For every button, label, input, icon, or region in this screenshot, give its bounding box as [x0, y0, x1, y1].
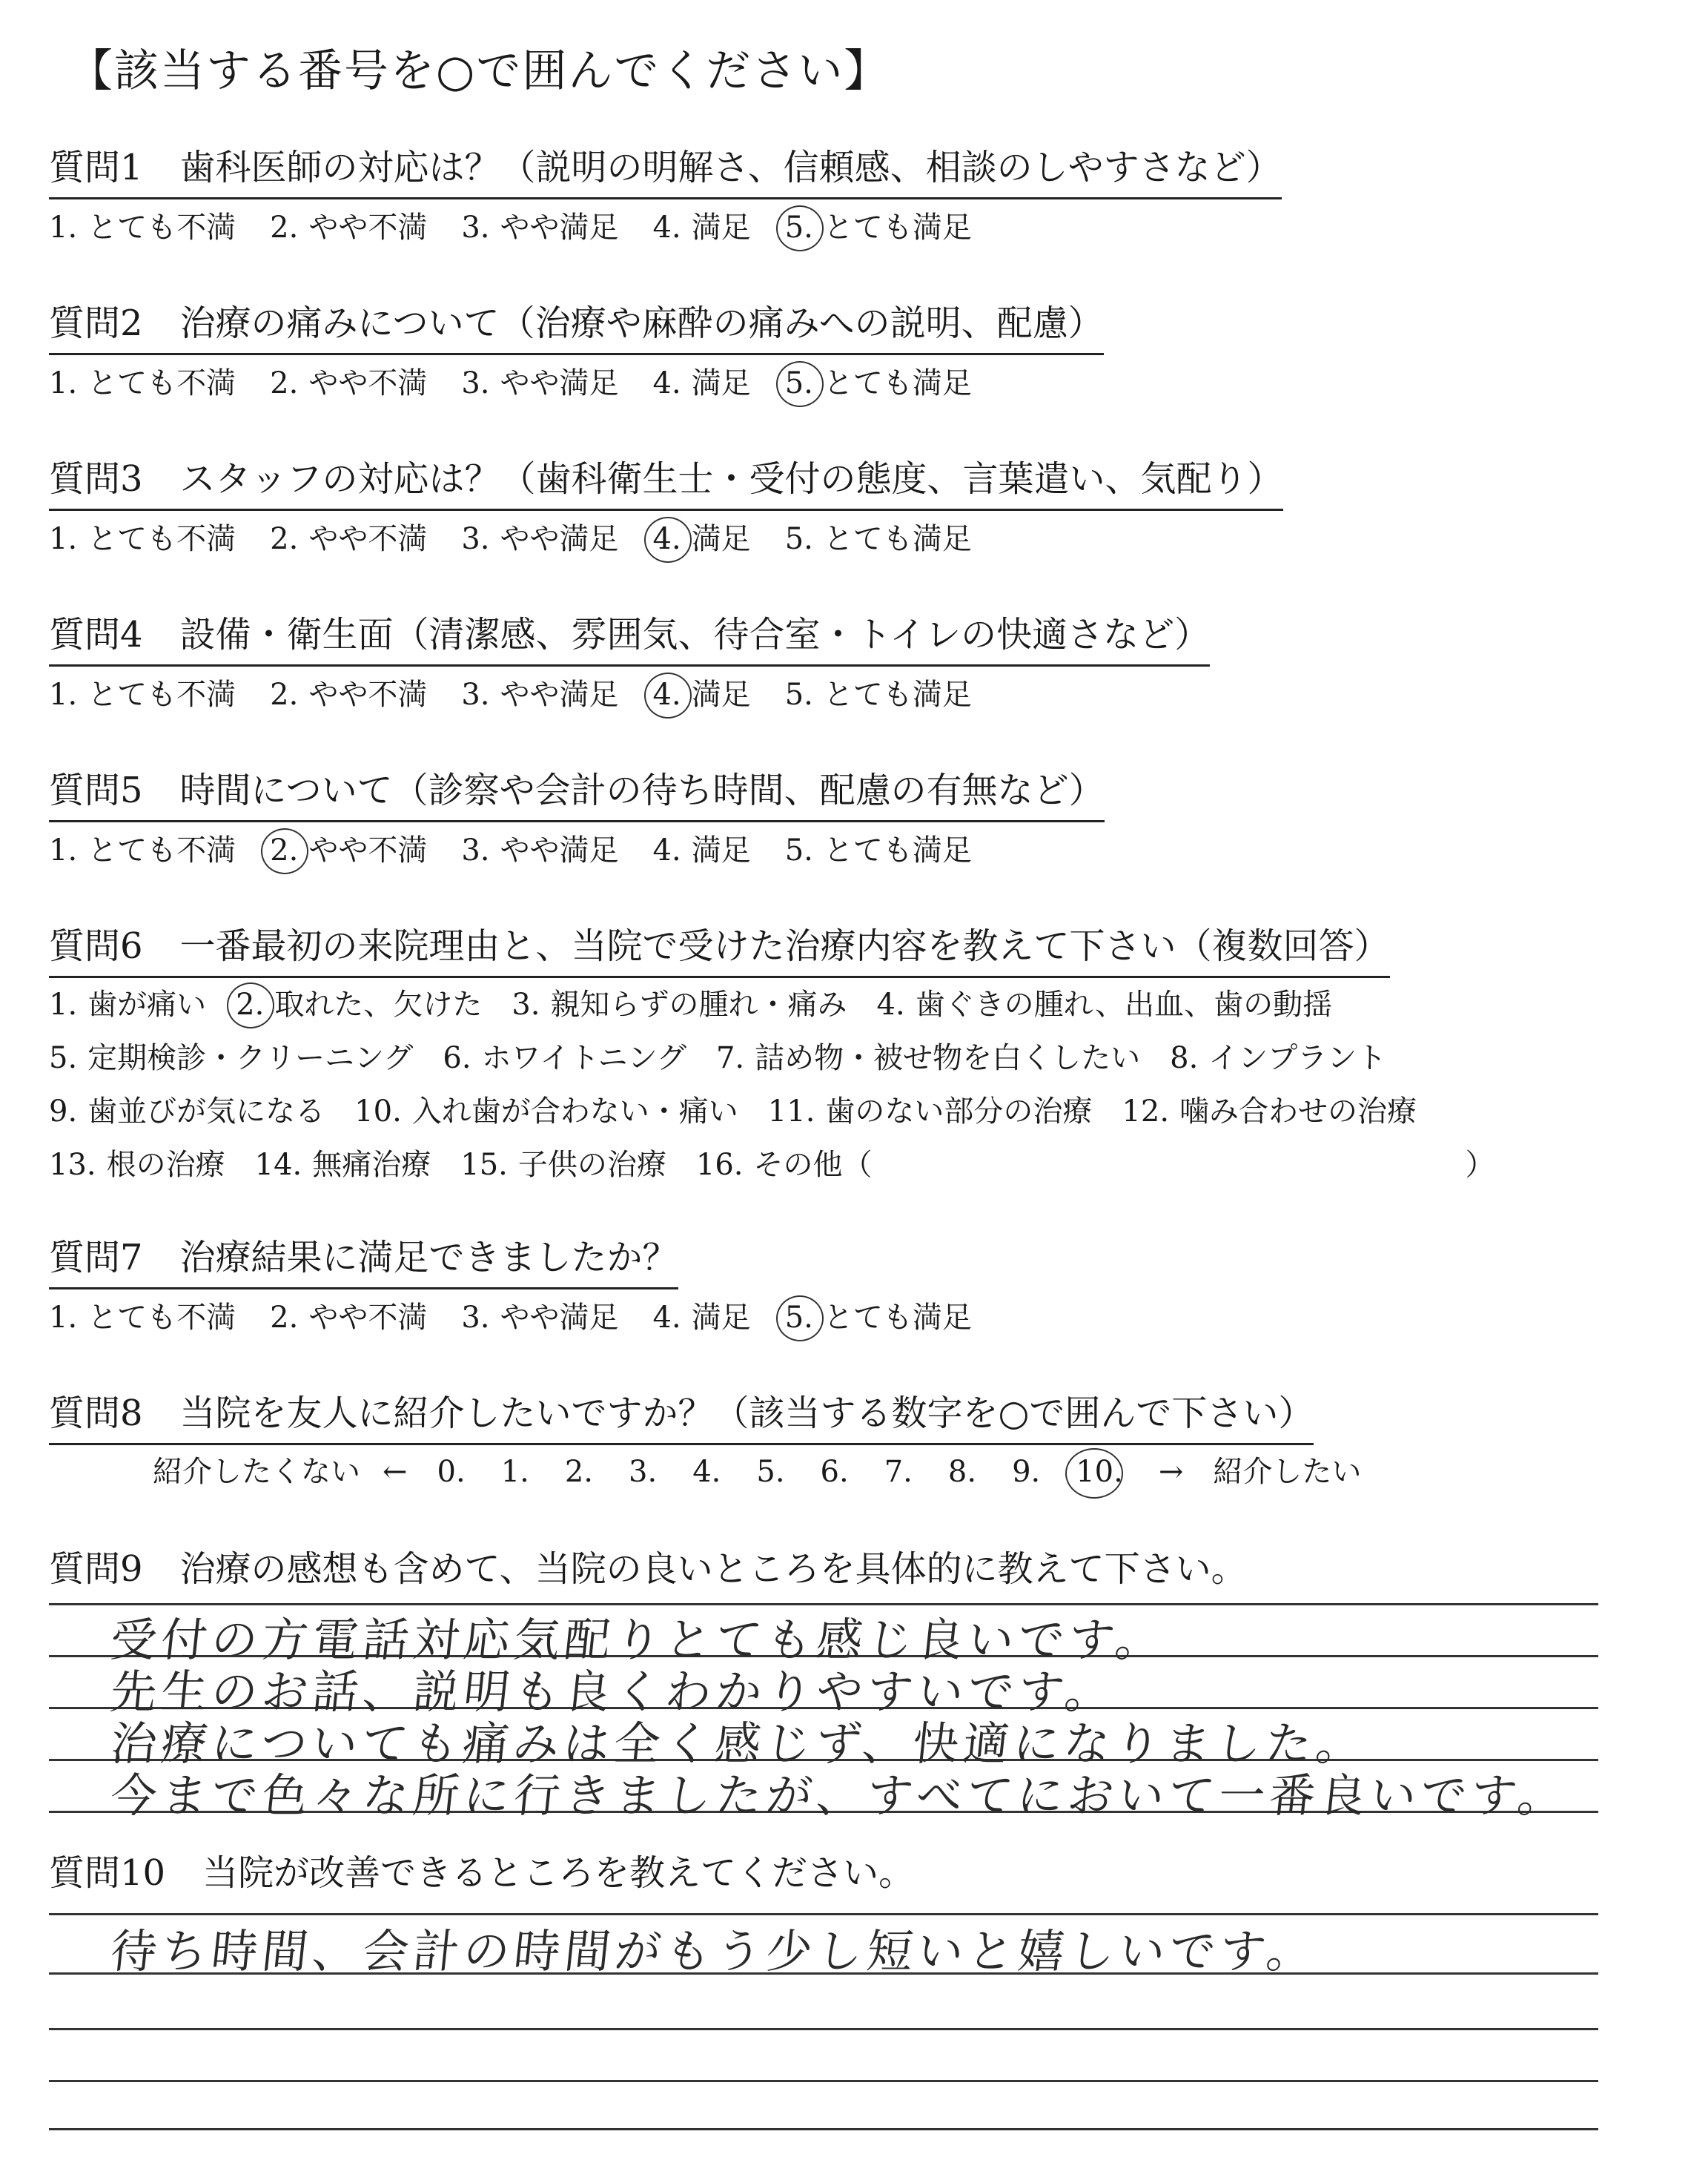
option-label: 満足 — [691, 1301, 751, 1335]
option-label: 詰め物・被せ物を白くしたい — [755, 1041, 1141, 1075]
option-number: 2. — [270, 1301, 299, 1335]
option-3[interactable] — [461, 1291, 618, 1344]
option-label: とても不満 — [87, 366, 236, 400]
question-1-title: 質問1 歯科医師の対応は？（説明の明解さ、信頼感、相談のしやすさなど） — [49, 141, 1282, 199]
option-number: 5. — [784, 678, 813, 712]
scale-option-9[interactable]: 9. — [1012, 1455, 1041, 1489]
option-label: 根の治療 — [106, 1148, 225, 1182]
option-label: 歯のない部分の治療 — [825, 1094, 1093, 1129]
scale-option-1[interactable]: 1. — [500, 1455, 529, 1489]
option-label: やや不満 — [308, 366, 428, 400]
option-label: とても満足 — [823, 366, 972, 400]
option-number: 5. — [785, 357, 813, 410]
option-number: 1. — [49, 678, 78, 712]
question-2 — [49, 297, 1104, 410]
option-number: 5. — [49, 1041, 78, 1075]
question-6-title: 質問6 一番最初の来院理由と、当院で受けた治療内容を教えて下さい（複数回答） — [49, 919, 1390, 978]
option-label: とても不満 — [87, 833, 236, 868]
option-label: とても不満 — [87, 678, 236, 712]
option-4[interactable] — [653, 512, 751, 566]
option-number: 4. — [652, 366, 681, 400]
question-5 — [49, 764, 1105, 877]
option-number: 5. — [785, 201, 813, 254]
option-number: 2. — [236, 978, 264, 1031]
question-5-options — [49, 824, 1105, 877]
option-label: やや満足 — [500, 678, 619, 712]
option-label: やや満足 — [500, 522, 619, 556]
option-16[interactable] — [696, 1138, 873, 1192]
option-5[interactable] — [785, 668, 972, 721]
option-10[interactable] — [354, 1085, 738, 1138]
question-6 — [49, 919, 1495, 1192]
option-number: 5. — [785, 1291, 813, 1344]
option-number: 8. — [1170, 1041, 1199, 1075]
option-label: とても不満 — [87, 522, 236, 556]
option-number: 2. — [270, 678, 299, 712]
question-1 — [49, 141, 1282, 254]
option-1[interactable] — [49, 201, 236, 254]
option-label: 取れた、欠けた — [274, 988, 483, 1022]
option-number: 4. — [876, 988, 905, 1022]
option-13[interactable] — [49, 1138, 225, 1192]
option-8[interactable] — [1170, 1031, 1386, 1085]
option-number: 3. — [461, 678, 490, 712]
option-label: やや満足 — [500, 833, 619, 868]
option-2[interactable] — [270, 357, 427, 410]
scale-left-arrow: ← — [383, 1455, 408, 1489]
option-number: 4. — [652, 833, 681, 868]
scale-option-4[interactable]: 4. — [692, 1455, 721, 1489]
handwritten-answer-line: 待ち時間、会計の時間がもう少し短いと嬉しいです。 — [107, 1924, 1320, 1978]
option-number: 10. — [354, 1094, 402, 1129]
option-2[interactable] — [270, 824, 427, 877]
option-number: 12. — [1122, 1094, 1170, 1129]
option-1[interactable] — [49, 357, 236, 410]
option-label: 噛み合わせの治療 — [1179, 1094, 1417, 1129]
option-label: 定期検診・クリーニング — [87, 1041, 414, 1075]
question-7 — [49, 1231, 1006, 1344]
option-5[interactable] — [785, 824, 972, 877]
option-3[interactable] — [461, 824, 618, 877]
question-3 — [49, 452, 1283, 566]
scale-option-0[interactable]: 0. — [437, 1455, 466, 1489]
scale-right-arrow: → — [1158, 1455, 1184, 1489]
option-7[interactable] — [716, 1031, 1140, 1085]
handwritten-answer-line: 治療についても痛みは全く感じず、快適になりました。 — [107, 1717, 1370, 1771]
option-number: 15. — [460, 1148, 508, 1182]
question-9-title: 質問9 治療の感想も含めて、当院の良いところを具体的に教えて下さい。 — [49, 1548, 1247, 1590]
handwritten-answer-line: 受付の方電話対応気配りとても感じ良いです。 — [107, 1613, 1169, 1667]
option-number: 2. — [270, 522, 299, 556]
answer-line — [49, 2028, 1598, 2030]
form-header: 【該当する番号を○で囲んでください】 — [68, 45, 890, 97]
option-label: 満足 — [691, 833, 751, 868]
option-5[interactable] — [785, 512, 972, 566]
question-4-options — [49, 668, 1210, 721]
option-1[interactable] — [49, 978, 206, 1031]
option-6[interactable] — [443, 1031, 686, 1085]
scale-right-label: 紹介したい — [1213, 1455, 1362, 1489]
option-4[interactable] — [653, 201, 751, 254]
option-number: 6. — [443, 1041, 471, 1075]
question-6-options — [49, 978, 1495, 1192]
option-number: 4. — [653, 668, 681, 721]
option-label: とても不満 — [87, 1301, 236, 1335]
option-4[interactable] — [877, 978, 1333, 1031]
option-14[interactable] — [255, 1138, 431, 1192]
option-label: その他（ — [753, 1148, 873, 1182]
option-1[interactable] — [49, 1291, 236, 1344]
option-label: とても満足 — [823, 1301, 972, 1335]
option-15[interactable] — [460, 1138, 666, 1192]
option-3[interactable] — [461, 357, 618, 410]
option-9[interactable] — [49, 1085, 325, 1138]
option-number: 3. — [461, 1301, 490, 1335]
option-number: 2. — [270, 824, 298, 877]
option-2[interactable] — [270, 201, 427, 254]
option-label: とても満足 — [823, 678, 972, 712]
question-7-options — [49, 1291, 1006, 1344]
options-row — [49, 1085, 1495, 1138]
option-2[interactable] — [270, 512, 427, 566]
handwritten-answer-line: 今まで色々な所に行きましたが、すべてにおいて一番良いです。 — [107, 1768, 1572, 1823]
option-label: やや満足 — [500, 366, 619, 400]
option-label: 歯並びが気になる — [87, 1094, 325, 1129]
option-number: 16. — [695, 1148, 744, 1182]
option-label: やや不満 — [308, 211, 428, 245]
option-label: やや不満 — [308, 522, 428, 556]
option-number: 5. — [784, 522, 813, 556]
option-5[interactable] — [49, 1031, 413, 1085]
option-label: 歯が痛い — [87, 988, 207, 1022]
option-label: 歯ぐきの腫れ、出血、歯の動揺 — [915, 988, 1333, 1022]
option-number: 1. — [49, 211, 78, 245]
option-label: とても不満 — [87, 211, 236, 245]
option-1[interactable] — [49, 824, 236, 877]
option-label: とても満足 — [823, 522, 972, 556]
option-4[interactable] — [653, 824, 751, 877]
question-3-title: 質問3 スタッフの対応は？（歯科衛生士・受付の態度、言葉遣い、気配り） — [49, 452, 1283, 511]
option-number: 3. — [461, 211, 490, 245]
option-number: 9. — [49, 1094, 78, 1129]
option-label: 満足 — [691, 366, 751, 400]
options-row — [49, 1138, 1495, 1192]
option-3[interactable] — [461, 668, 618, 721]
scale-option-6[interactable]: 6. — [820, 1455, 849, 1489]
option-number: 11. — [767, 1094, 815, 1129]
option-3[interactable] — [461, 201, 618, 254]
option-5[interactable] — [785, 357, 972, 410]
option-number: 1. — [49, 522, 78, 556]
option-1[interactable] — [49, 512, 236, 566]
option-label: 満足 — [691, 678, 751, 712]
answer-line — [49, 2128, 1598, 2130]
other-close-paren: ） — [1465, 1148, 1495, 1182]
scale-left-label: 紹介したくない — [153, 1455, 360, 1489]
option-11[interactable] — [768, 1085, 1093, 1138]
option-number: 1. — [49, 366, 78, 400]
answer-line — [49, 2080, 1598, 2082]
question-7-title: 質問7 治療結果に満足できましたか？ — [49, 1231, 678, 1289]
option-label: 親知らずの腫れ・痛み — [550, 988, 847, 1022]
options-row — [49, 978, 1495, 1031]
option-5[interactable] — [785, 1291, 972, 1344]
option-label: やや不満 — [308, 678, 428, 712]
question-8 — [49, 1387, 1383, 1499]
question-3-options — [49, 512, 1283, 566]
option-label: ホワイトニング — [481, 1041, 686, 1075]
option-label: やや満足 — [500, 1301, 619, 1335]
option-label: やや不満 — [308, 1301, 428, 1335]
scale-option-5[interactable]: 5. — [756, 1455, 785, 1489]
option-label: インプラント — [1208, 1041, 1387, 1075]
option-number: 13. — [49, 1148, 96, 1182]
option-4[interactable] — [653, 1291, 751, 1344]
option-number: 2. — [270, 366, 299, 400]
options-row — [49, 1031, 1495, 1085]
option-label: 入れ歯が合わない・痛い — [411, 1094, 738, 1129]
option-number: 1. — [49, 833, 78, 868]
handwritten-answer-line: 先生のお話、説明も良くわかりやすいです。 — [107, 1665, 1119, 1719]
option-2[interactable] — [270, 1291, 427, 1344]
option-label: 無痛治療 — [312, 1148, 431, 1182]
question-4 — [49, 608, 1210, 721]
option-number: 3. — [461, 522, 490, 556]
option-label: やや不満 — [308, 833, 428, 868]
option-number: 5. — [784, 833, 813, 868]
option-label: 子供の治療 — [517, 1148, 666, 1182]
question-4-title: 質問4 設備・衛生面（清潔感、雰囲気、待合室・トイレの快適さなど） — [49, 608, 1210, 667]
option-5[interactable] — [785, 201, 972, 254]
scale-option-10[interactable]: 10. — [1076, 1445, 1123, 1499]
option-2[interactable] — [236, 978, 482, 1031]
option-4[interactable] — [653, 357, 751, 410]
question-1-options — [49, 201, 1282, 254]
option-number: 14. — [254, 1148, 302, 1182]
option-number: 3. — [512, 988, 540, 1022]
scale-option-7[interactable]: 7. — [884, 1455, 913, 1489]
scale-option-3[interactable]: 3. — [629, 1455, 658, 1489]
option-number: 4. — [652, 211, 681, 245]
option-3[interactable] — [512, 978, 847, 1031]
question-2-options — [49, 357, 1104, 410]
option-12[interactable] — [1122, 1085, 1417, 1138]
question-10 — [49, 1846, 914, 1900]
option-number: 3. — [461, 833, 490, 868]
question-9 — [49, 1542, 1247, 1596]
question-5-title: 質問5 時間について（診察や会計の待ち時間、配慮の有無など） — [49, 764, 1105, 822]
option-number: 4. — [652, 1301, 681, 1335]
option-number: 3. — [461, 366, 490, 400]
option-4[interactable] — [653, 668, 751, 721]
option-2[interactable] — [270, 668, 427, 721]
question-8-scale — [153, 1445, 1383, 1499]
option-number: 7. — [715, 1041, 745, 1075]
option-number: 1. — [49, 988, 78, 1022]
option-label: やや満足 — [500, 211, 619, 245]
option-label: とても満足 — [823, 211, 972, 245]
option-label: 満足 — [691, 522, 751, 556]
option-number: 4. — [653, 512, 681, 566]
option-label: 満足 — [691, 211, 751, 245]
question-2-title: 質問2 治療の痛みについて（治療や麻酔の痛みへの説明、配慮） — [49, 297, 1104, 355]
option-1[interactable] — [49, 668, 236, 721]
option-number: 1. — [49, 1301, 78, 1335]
scale-option-2[interactable]: 2. — [564, 1455, 594, 1489]
question-8-title: 質問8 当院を友人に紹介したいですか？（該当する数字を○で囲んで下さい） — [49, 1387, 1314, 1445]
question-10-title: 質問10 当院が改善できるところを教えてください。 — [49, 1852, 915, 1894]
option-3[interactable] — [461, 512, 618, 566]
option-label: とても満足 — [823, 833, 972, 868]
option-number: 2. — [270, 211, 299, 245]
scale-option-8[interactable]: 8. — [947, 1455, 977, 1489]
